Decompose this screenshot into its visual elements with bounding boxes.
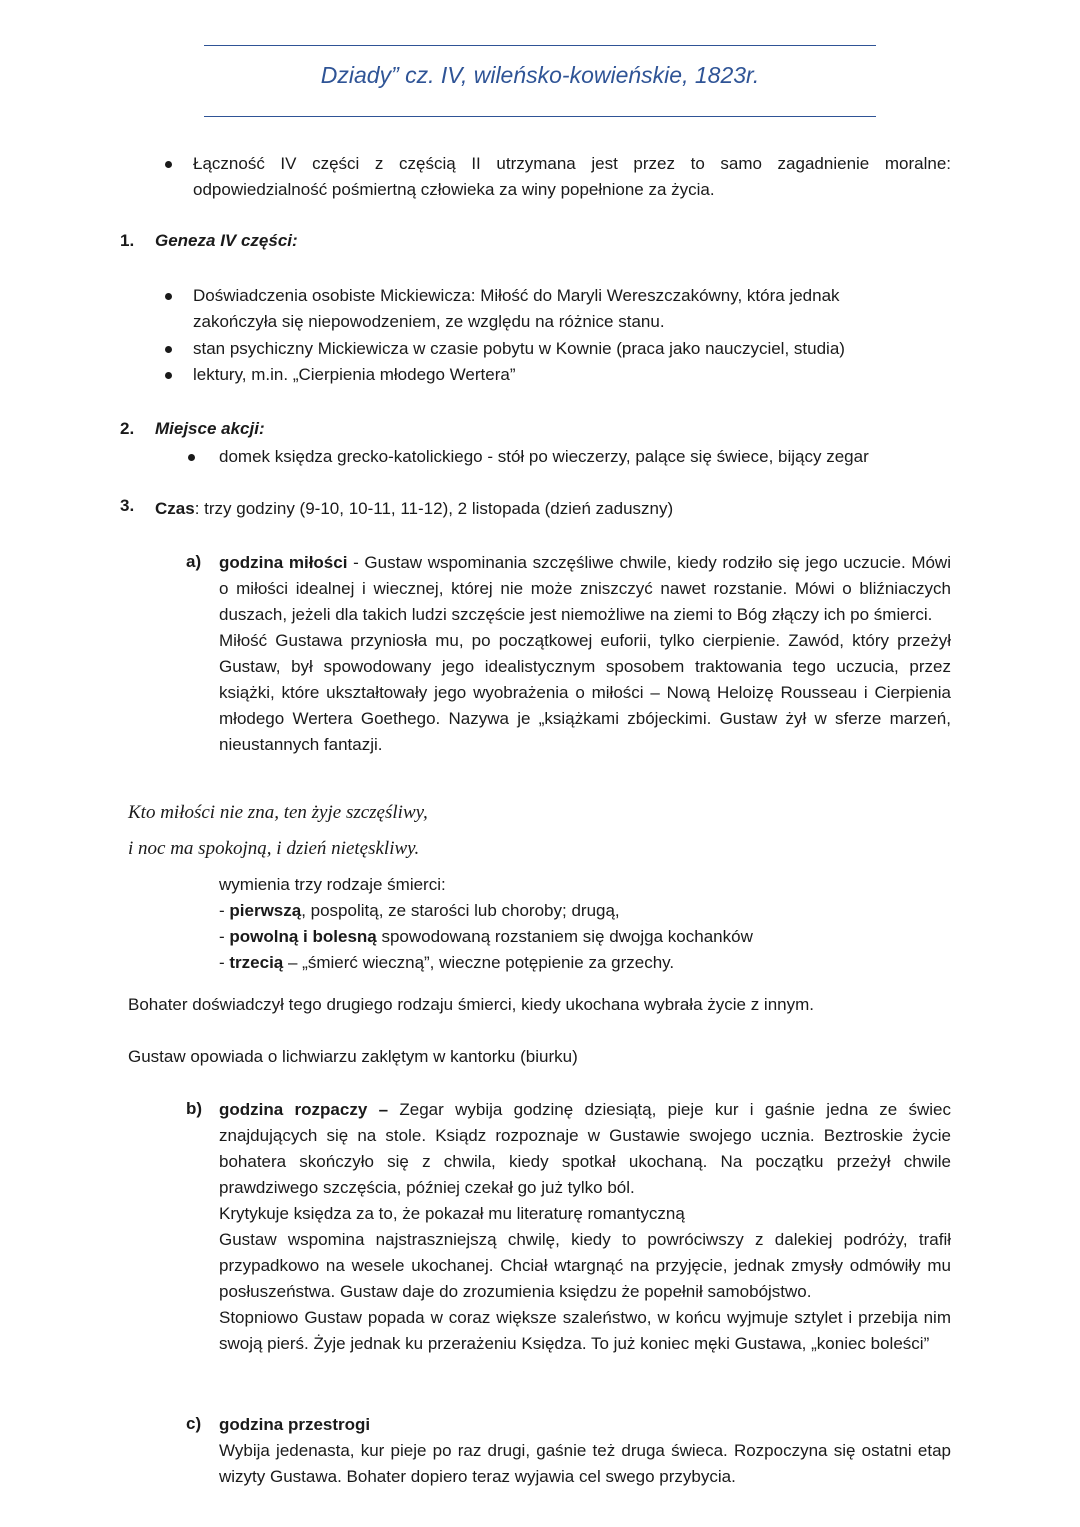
section-1-number: 1. (120, 231, 135, 250)
bullet-icon (165, 346, 172, 353)
bullet-icon (188, 454, 195, 461)
bullet-icon (165, 372, 172, 379)
death-1: - pierwszą, pospolitą, ze starości lub choroby; drugą, (219, 901, 620, 920)
hour-a-p1: - Gustaw wspominania szczęśliwe chwile, kiedy rodziło się jego uczucie. Mówi o miłości idealnej i wiecznej, której nie może zniszczyć nawet rozstanie. Mówi o bliźniaczych duszach, jeżeli dla takich ludzi szczęście jest niemożliwe na ziemi to Bóg złączy ich po śmierci. (219, 553, 951, 624)
hour-a-term: godzina miłości (219, 553, 348, 572)
death-2-term: powolną i bolesną (229, 927, 377, 946)
section-3-time (155, 496, 955, 522)
hour-b-label: b) (186, 1099, 203, 1118)
death-2: - powolną i bolesną spowodowaną rozstaniem się dwojga kochanków (219, 927, 753, 946)
section-3-number: 3. (120, 496, 135, 515)
time-text: : trzy godziny (9-10, 10-11, 11-12), 2 listopada (dzień zaduszny) (194, 499, 674, 518)
page-title: Dziady” cz. IV, wileńsko-kowieńskie, 1823r. (320, 62, 760, 88)
hour-b-block (219, 1097, 951, 1357)
genesis-item-2: stan psychiczny Mickiewicza w czasie pobytu w Kownie (praca jako nauczyciel, studia) (193, 339, 845, 358)
death-3: - trzecią – „śmierć wieczną”, wieczne potępienie za grzechy. (219, 953, 675, 972)
usurer-sentence: Gustaw opowiada o lichwiarzu zaklętym w kantorku (biurku) (128, 1047, 578, 1066)
intro-paragraph: Łączność IV części z częścią II utrzymana jest przez to samo zagadnienie moralne: odpowiedzialność pośmiertną człowieka za winy popełnione za życia. (193, 154, 951, 199)
genesis-item-3: lektury, m.in. „Cierpienia młodego Wertera” (193, 365, 516, 384)
section-1-heading: Geneza IV części: (155, 231, 298, 250)
place-item-1: domek księdza grecko-katolickiego - stół po wieczerzy, palące się świece, bijący zegar (219, 447, 869, 466)
bullet-icon (165, 293, 172, 300)
deaths-intro: wymienia trzy rodzaje śmierci: (219, 875, 446, 894)
hour-a-block (219, 550, 951, 758)
hour-b-p2: Krytykuje księdza za to, że pokazał mu literaturę romantyczną (219, 1204, 685, 1223)
time-label: Czas (155, 499, 195, 518)
quote-line-2: i noc ma spokojną, i dzień nietęskliwy. (128, 838, 420, 859)
hour-c-label: c) (186, 1414, 202, 1433)
section-2-heading: Miejsce akcji: (155, 419, 265, 438)
hour-b-p3: Gustaw wspomina najstraszniejszą chwilę, kiedy to powróciwszy z dalekiej podróży, trafił przypadkowo na wesele ukochanej. Chciał wtargnąć na przyjęcie, jednak zmysły odmówiły mu posłuszeństwa. Gustaw daje do zrozumienia księdzu że popełnił samobójstwo. (219, 1230, 951, 1301)
hour-c-term: godzina przestrogi (219, 1415, 371, 1434)
death-3-term: trzecią (229, 953, 284, 972)
header-rule-bottom (204, 116, 876, 117)
hour-a-p2: Miłość Gustawa przyniosła mu, po początkowej euforii, tylko cierpienie. Zawód, który przeżył Gustaw, był spowodowany jego idealistycznym sposobem traktowania tego uczucia, przez książki, które ukształtowały jego wyobrażenia o miłości – Nową Heloizę Rousseau i Cierpienia młodego Wertera Goethego. Nazywa je „książkami zbójeckimi. Gustaw żył w sferze marzeń, nieustannych fantazji. (219, 631, 951, 754)
bullet-icon (165, 161, 172, 168)
hour-b-p1: Zegar wybija godzinę dziesiątą, pieje kur i gaśnie jedna ze świec znajdujących się na stole. Ksiądz rozpoznaje w Gustawie swojego ucznia. Beztroskie życie bohatera skończyło się z chwila, kiedy spotkał ukochaną. Na początku przeżył chwile prawdziwego szczęścia, później czekał go już tylko ból. (219, 1100, 951, 1197)
section-2-number: 2. (120, 419, 135, 438)
hour-b-term: godzina rozpaczy – (219, 1100, 389, 1119)
genesis-item-1: Doświadczenia osobiste Mickiewicza: Miłość do Maryli Wereszczakówny, która jednak zakończyła się niepowodzeniem, ze względu na różnice stanu. (193, 286, 840, 331)
hour-a-label: a) (186, 552, 202, 571)
hour-b-p4: Stopniowo Gustaw popada w coraz większe szaleństwo, w końcu wyjmuje sztylet i przebija nim swoją pierś. Żyje jednak ku przerażeniu Księdza. To już koniec męki Gustawa, „koniec boleści” (219, 1308, 951, 1353)
death-1-term: pierwszą (229, 901, 302, 920)
header-rule-top (204, 45, 876, 46)
hour-c-block (219, 1412, 951, 1490)
quote-line-1: Kto miłości nie zna, ten żyje szczęśliwy, (128, 802, 428, 823)
hero-sentence: Bohater doświadczył tego drugiego rodzaju śmierci, kiedy ukochana wybrała życie z innym. (128, 995, 815, 1014)
deaths-block (219, 872, 959, 976)
hour-c-p1: Wybija jedenasta, kur pieje po raz drugi, gaśnie też druga świeca. Rozpoczyna się ostatni etap wizyty Gustawa. Bohater dopiero teraz wyjawia cel swego przybycia. (219, 1441, 951, 1486)
